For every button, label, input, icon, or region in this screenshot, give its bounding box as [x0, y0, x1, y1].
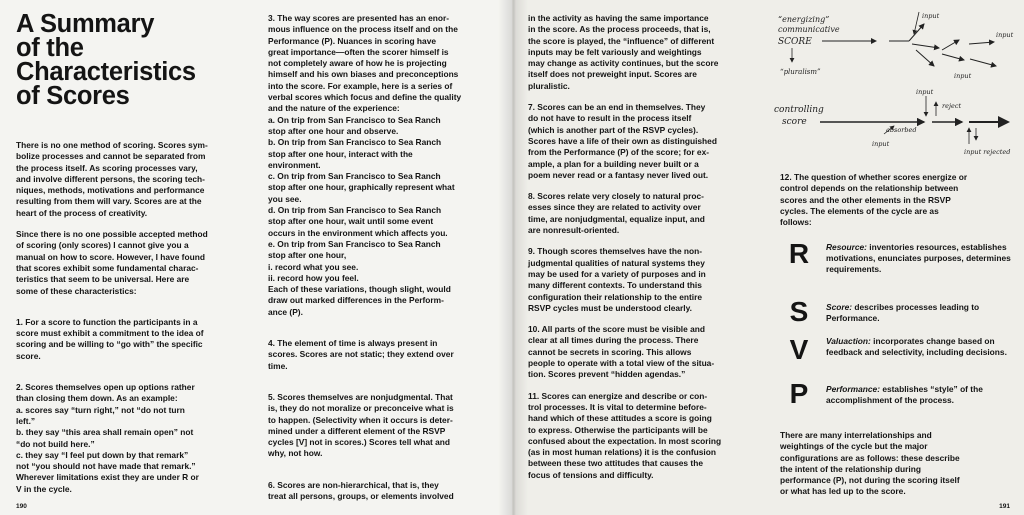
text-line: 6. Scores are non-hierarchical, that is, they — [268, 479, 439, 490]
text-line: “do not build here.” — [16, 438, 95, 449]
text-line: of scoring (only scores) I cannot give you a — [16, 240, 189, 251]
text-line: teristics that seem to be universal. Here are — [16, 274, 190, 285]
text-line: 1. For a score to function the participants in a — [16, 316, 198, 327]
text-line: may change as activity continues, but the score — [528, 58, 719, 69]
text-line: is, they do not moralize or preconceive what is — [268, 403, 454, 414]
text-line: performance (P), not during the scoring itself — [780, 475, 960, 486]
rsvp-letter: P — [789, 378, 809, 409]
text-line: hand which of these attitudes a score is going — [528, 413, 712, 424]
text-line: poem never read or a fantasy never lived out. — [528, 169, 709, 180]
text-line: b. they say “this area shall remain open” not — [16, 427, 194, 438]
text-line: itself does not preweight input. Scores are — [528, 69, 697, 80]
paragraph-gap — [268, 470, 504, 480]
column-2 — [268, 13, 504, 502]
text-line: 4. The element of time is always present in — [268, 338, 438, 349]
text-line: tion. Scores prevent “hidden agendas.” — [528, 369, 686, 380]
text-line: score must exhibit a commitment to the idea of — [16, 328, 204, 339]
text-line: between these two attitudes that causes the — [528, 458, 703, 469]
text-line: 5. Scores themselves are nonjudgmental. That — [268, 391, 453, 402]
text-line: Since there is no one possible accepted method — [16, 229, 208, 240]
energizing-label: “energizing” communicative SCORE — [778, 15, 840, 47]
text-line: niques, methods, motivations and performance — [16, 185, 205, 196]
text-line: people to operate with a total view of the situa- — [528, 358, 715, 369]
text-line: esses since they are related to activity over — [528, 202, 701, 213]
text-line: in the score. As the process proceeds, that is, — [528, 24, 711, 35]
energize-control-diagram — [764, 4, 1014, 164]
text-line: 11. Scores can energize and describe or con- — [528, 390, 708, 401]
text-line: stop after one hour, interact with the — [268, 148, 413, 159]
page-title — [16, 12, 196, 108]
text-line: the process itself. As scoring processes vary, — [16, 162, 198, 173]
column-4-outro — [780, 430, 1016, 498]
text-line: 10. All parts of the score must be visible and — [528, 324, 706, 335]
title-line: A Summary — [16, 10, 155, 38]
controlling-label: controlling score — [774, 105, 824, 127]
text-line: scores and the other elements in the RSVP — [780, 194, 951, 205]
rsvp-text: inventories resources, establishes motivations, enunciates purposes, determines requirements. — [826, 242, 1011, 274]
column-1 — [16, 140, 248, 495]
text-line: c. On trip from San Francisco to Sea Ranch — [268, 171, 441, 182]
rsvp-term: Performance: — [826, 384, 880, 394]
text-line: follows: — [780, 217, 812, 228]
book-gutter — [498, 0, 528, 515]
text-line: configurations are as follows: these describe — [780, 452, 960, 463]
text-line: environment. — [268, 159, 321, 170]
text-line: configuration their relationship to the entire — [528, 291, 703, 302]
text-line: scores. Scores are not static; they extend over — [268, 349, 454, 360]
input-label: input — [954, 72, 972, 80]
text-line: manual on how to score. However, I have found — [16, 251, 205, 262]
pluralism-label: “pluralism” — [780, 68, 821, 76]
text-line: into the score. For example, here is a series of — [268, 80, 453, 91]
text-line: cycles [V] not in scores.) Scores tell what and — [268, 437, 450, 448]
text-line: treat all persons, groups, or elements involved — [268, 490, 454, 501]
text-line: e. On trip from San Francisco to Sea Ranch — [268, 238, 441, 249]
text-line: from the Performance (P) of the score; for ex- — [528, 147, 710, 158]
paragraph-gap — [16, 362, 248, 372]
text-line: why, not how. — [268, 448, 323, 459]
rsvp-letter: V — [789, 334, 809, 365]
text-line: to happen. (Selectivity when it occurs is deter- — [268, 414, 453, 425]
text-line: draw out marked differences in the Perform- — [268, 295, 444, 306]
title-line: of Scores — [16, 82, 130, 110]
text-line: judgmental qualities of natural systems they — [528, 257, 705, 268]
text-line: stop after one hour, wait until some event — [268, 216, 434, 227]
text-line: trol processes. It is vital to determine before- — [528, 401, 707, 412]
rsvp-letter: S — [789, 296, 809, 327]
text-line: scoring and be willing to “go with” the specific — [16, 339, 203, 350]
text-line: may be used for a variety of purposes and in — [528, 268, 706, 279]
column-3 — [528, 13, 764, 481]
text-line: that scores exhibit some fundamental charac- — [16, 262, 199, 273]
rsvp-letter: R — [788, 238, 810, 269]
text-line: RSVP cycles must be understood clearly. — [528, 302, 692, 313]
text-line: or what has led up to the score. — [780, 486, 906, 497]
paragraph-gap — [528, 381, 764, 391]
paragraph-gap — [268, 372, 504, 382]
text-line: weightings of the cycle but the major — [780, 441, 928, 452]
text-line: do not have to result in the process itself — [528, 113, 692, 124]
rsvp-desc — [826, 384, 1011, 406]
column-4-intro — [780, 172, 1016, 228]
text-line: resulting from them will vary. Scores are at the — [16, 196, 202, 207]
text-line: the intent of the relationship during — [780, 463, 921, 474]
text-line: to express. Otherwise the participants will be — [528, 424, 708, 435]
text-line: in the activity as having the same importance — [528, 13, 709, 23]
text-line: not “you should not have made that remark.” — [16, 461, 196, 472]
rsvp-desc — [826, 242, 1011, 275]
input-label: input — [872, 140, 890, 148]
text-line: 12. The question of whether scores energize or — [780, 172, 968, 182]
text-line: a. scores say “turn right,” not “do not turn — [16, 404, 185, 415]
text-line: clear at all times during the process. There — [528, 335, 699, 346]
rsvp-text: incorporates change based on feedback and selectivity, including decisions. — [826, 336, 1007, 357]
text-line: V in the cycle. — [16, 483, 72, 494]
paragraph-gap — [268, 328, 504, 338]
text-line: ample, a plan for a building never built or a — [528, 158, 699, 169]
text-line: bolize processes and cannot be separated from — [16, 151, 206, 162]
text-line: many different contexts. To understand this — [528, 280, 702, 291]
text-line: time, are nonjudgmental, equalize input, and — [528, 213, 705, 224]
reject-label: reject — [942, 102, 962, 110]
text-line: Each of these variations, though slight, would — [268, 284, 451, 295]
text-line: c. they say “I feel put down by that remark” — [16, 449, 189, 460]
text-line: Performance (P). Nuances in scoring have — [268, 35, 437, 46]
text-line: left.” — [16, 415, 36, 426]
paragraph-gap — [16, 297, 248, 307]
text-line: 8. Scores relate very closely to natural proc- — [528, 191, 704, 202]
text-line: 3. The way scores are presented has an enor- — [268, 13, 450, 23]
rsvp-desc — [826, 336, 1011, 358]
text-line: b. On trip from San Francisco to Sea Ranch — [268, 137, 442, 148]
text-line: cycles. The elements of the cycle are as — [780, 205, 939, 216]
text-line: i. record what you see. — [268, 261, 359, 272]
text-line: a. On trip from San Francisco to Sea Ranch — [268, 114, 441, 125]
text-line: Scores have a life of their own as distinguished — [528, 135, 717, 146]
page-number-right: 191 — [999, 503, 1010, 510]
text-line: pluralistic. — [528, 80, 570, 91]
text-line: d. On trip from San Francisco to Sea Ranch — [268, 205, 442, 216]
text-line: ii. record how you feel. — [268, 272, 359, 283]
text-line: (as in most human relations) it is the confusion — [528, 447, 716, 458]
text-line: stop after one hour, graphically represent what — [268, 182, 455, 193]
text-line: great importance—often the scorer himself is — [268, 46, 449, 57]
rsvp-desc — [826, 302, 1011, 324]
text-line: you see. — [268, 193, 302, 204]
text-line: stop after one hour and observe. — [268, 125, 399, 136]
rsvp-term: Valuaction: — [826, 336, 871, 346]
text-line: are nonresult-oriented. — [528, 225, 620, 236]
text-line: 7. Scores can be an end in themselves. They — [528, 102, 706, 113]
rsvp-text: establishes “style” of the accomplishment of the process. — [826, 384, 983, 405]
text-line: focus of tensions and difficulty. — [528, 469, 654, 480]
paragraph-gap — [16, 219, 248, 229]
paragraph-gap — [268, 460, 504, 470]
text-line: heart of the process of creativity. — [16, 207, 148, 218]
text-line: Wherever limitations exist they are under R or — [16, 472, 199, 483]
text-line: control depends on the relationship between — [780, 183, 959, 194]
text-line: not completely aware of how he is projecting — [268, 58, 447, 69]
text-line: confused about the expectation. In most scoring — [528, 435, 722, 446]
page-number-left: 190 — [16, 503, 27, 510]
rejected-label: input rejected — [964, 148, 1011, 156]
text-line: mous influence on the process itself and on the — [268, 24, 458, 35]
paragraph-gap — [268, 382, 504, 392]
paragraph-gap — [528, 236, 764, 246]
text-line: and the nature of the experience: — [268, 103, 400, 114]
text-line: verbal scores which focus and define the quality — [268, 92, 462, 103]
input-label: input — [996, 31, 1014, 39]
input-label: input — [916, 88, 934, 96]
paragraph-gap — [268, 318, 504, 328]
text-line: (which is another part of the RSVP cycles). — [528, 124, 699, 135]
text-line: and involve different persons, the scoring tech- — [16, 173, 205, 184]
rsvp-term: Resource: — [826, 242, 867, 252]
text-line: mined under a different element of the RSVP — [268, 425, 446, 436]
rsvp-list — [784, 240, 1009, 420]
text-line: score. — [16, 350, 41, 361]
text-line: cannot be secrets in scoring. This allows — [528, 346, 692, 357]
paragraph-gap — [528, 181, 764, 191]
right-page — [512, 0, 1024, 515]
title-line: of the — [16, 34, 84, 62]
paragraph-gap — [16, 372, 248, 382]
text-line: There is no one method of scoring. Scores sym- — [16, 140, 208, 150]
input-label: input — [922, 12, 940, 20]
text-line: 9. Though scores themselves have the non- — [528, 246, 703, 257]
text-line: inputs may be felt variously and weightings — [528, 46, 702, 57]
text-line: than closing them down. As an example: — [16, 393, 178, 404]
paragraph-gap — [528, 314, 764, 324]
rsvp-term: Score: — [826, 302, 853, 312]
text-line: the score is played, the “influence” of different — [528, 35, 715, 46]
text-line: himself and his own biases and preconceptions — [268, 69, 459, 80]
text-line: There are many interrelationships and — [780, 430, 932, 440]
text-line: stop after one hour, — [268, 250, 347, 261]
text-line: 2. Scores themselves open up options rather — [16, 382, 195, 393]
rsvp-text: describes processes leading to Performance. — [826, 302, 980, 323]
absorbed-label: absorbed — [886, 126, 917, 134]
text-line: time. — [268, 360, 288, 371]
text-line: some of these characteristics: — [16, 285, 137, 296]
paragraph-gap — [528, 92, 764, 102]
title-line: Characteristics — [16, 58, 196, 86]
paragraph-gap — [16, 307, 248, 317]
text-line: occurs in the environment which affects you. — [268, 227, 448, 238]
text-line: ance (P). — [268, 306, 303, 317]
